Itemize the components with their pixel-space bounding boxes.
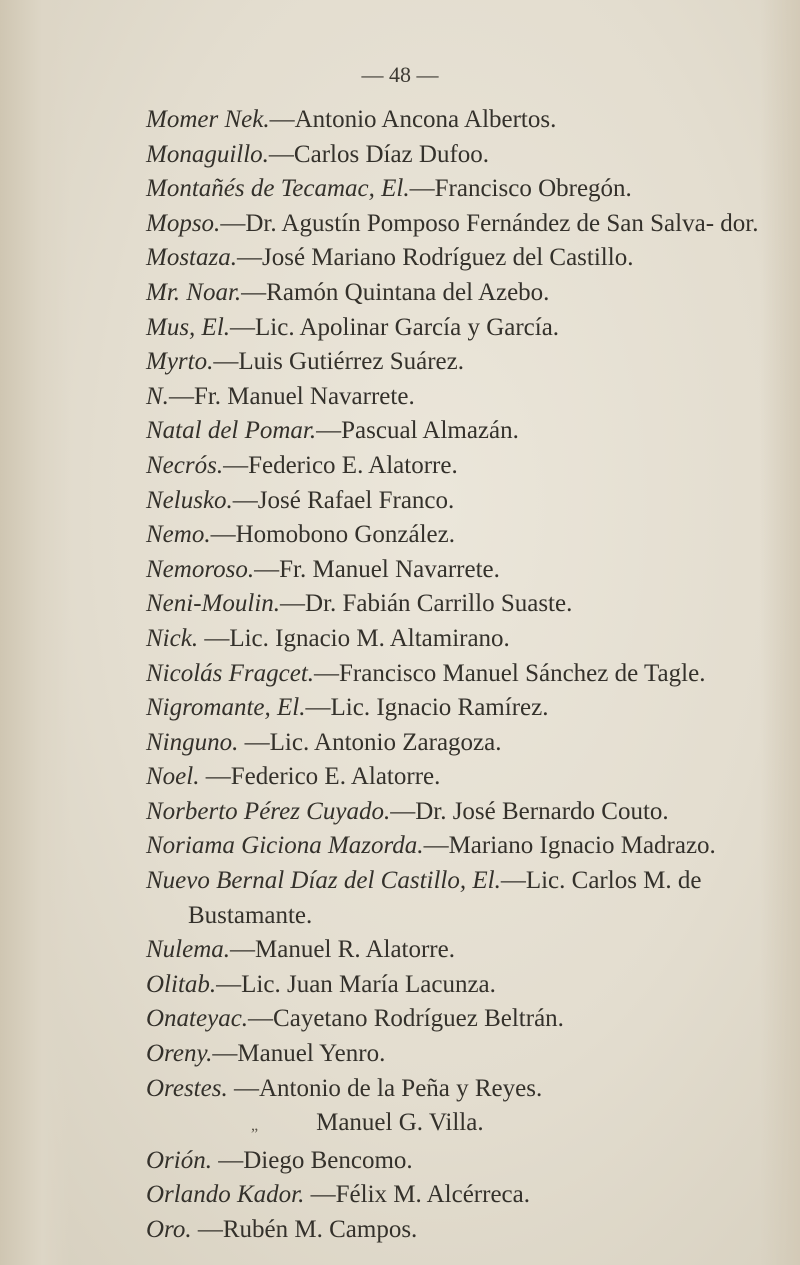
- author-name: Dr. Agustín Pomposo Fernández de San Salva- dor.: [245, 209, 759, 237]
- list-item: [146, 1144, 796, 1179]
- list-item: [146, 414, 796, 449]
- dash: —: [168, 382, 194, 410]
- author-name: Antonio de la Peña y Reyes.: [258, 1074, 543, 1102]
- list-item: [146, 1178, 796, 1213]
- author-name: Lic. Juan María Lacunza.: [241, 970, 496, 998]
- list-item: [146, 1213, 796, 1248]
- pseudonym-list: [146, 103, 796, 1248]
- list-item: [146, 968, 796, 1003]
- pseudonym: Nulema.: [146, 936, 231, 964]
- author-name: Fr. Manuel Navarrete.: [279, 555, 500, 583]
- pseudonym: Momer Nek.: [146, 106, 270, 133]
- pseudonym: Oreny.: [146, 1040, 213, 1068]
- dash: —: [210, 521, 236, 549]
- pseudonym: Mr. Noar.: [146, 278, 242, 306]
- pseudonym: Nicolás Fragcet.: [146, 659, 315, 687]
- author-name: Francisco Obregón.: [434, 175, 632, 203]
- pseudonym: Oro.: [146, 1216, 192, 1243]
- author-name: Fr. Manuel Navarrete.: [193, 382, 415, 410]
- author-name: Lic. Ignacio Ramírez.: [330, 694, 549, 722]
- list-item: [146, 484, 796, 519]
- list-item: [146, 1072, 796, 1107]
- list-item: [146, 657, 796, 692]
- pseudonym: Nelusko.: [146, 486, 233, 514]
- pseudonym: Onateyac.: [146, 1005, 249, 1033]
- dash: —: [236, 244, 262, 272]
- page-number: — 48 —: [361, 62, 439, 87]
- pseudonym: Noriama Giciona Mazorda.: [146, 832, 424, 860]
- list-item: [146, 207, 796, 242]
- list-item: [146, 760, 796, 795]
- dash: —: [280, 590, 306, 618]
- list-item: [146, 829, 796, 864]
- author-name: Federico E. Alatorre.: [248, 451, 458, 479]
- list-item: [146, 726, 796, 761]
- pseudonym: Nemoroso.: [146, 555, 255, 583]
- list-item: [146, 518, 796, 553]
- author-name: Diego Bencomo.: [243, 1146, 413, 1174]
- dash: —: [198, 624, 230, 652]
- pseudonym: Orestes.: [146, 1074, 228, 1102]
- pseudonym: Olitab.: [146, 970, 217, 998]
- pseudonym: Necrós.: [146, 451, 224, 479]
- dash: —: [230, 936, 256, 964]
- dash: —: [316, 417, 342, 445]
- dash: —: [216, 970, 242, 998]
- pseudonym: Myrto.: [146, 348, 214, 376]
- author-name: Manuel G. Villa.: [316, 1109, 484, 1137]
- dash: —: [254, 555, 280, 583]
- list-item: [146, 380, 796, 415]
- dash: —: [423, 832, 449, 860]
- list-item: [146, 345, 796, 380]
- page-edge-shadow-left: [0, 0, 70, 1265]
- author-name: Carlos Díaz Dufoo.: [293, 140, 490, 168]
- author-name: Lic. Carlos M. de Bustamante.: [188, 867, 702, 929]
- author-name: Pascual Almazán.: [341, 417, 519, 445]
- pseudonym: Nuevo Bernal Díaz del Castillo, El.: [146, 867, 501, 895]
- author-name: Lic. Ignacio M. Altamirano.: [229, 624, 510, 652]
- author-name: Rubén M. Campos.: [222, 1216, 418, 1243]
- dash: —: [220, 209, 246, 237]
- pseudonym: Nigromante, El.: [146, 694, 306, 722]
- dash: —: [211, 1146, 244, 1174]
- dash: —: [500, 867, 526, 895]
- pseudonym: Mus, El.: [146, 313, 231, 341]
- dash: —: [213, 348, 239, 376]
- pseudonym: Orión.: [146, 1146, 212, 1174]
- dash: —: [248, 1005, 274, 1033]
- pseudonym: Mostaza.: [146, 244, 237, 272]
- list-item: [146, 276, 796, 311]
- pseudonym: Mopso.: [146, 209, 221, 237]
- author-name: Lic. Apolinar García y García.: [255, 313, 560, 341]
- dash: —: [305, 694, 331, 722]
- pseudonym: Ninguno.: [146, 728, 239, 756]
- pseudonym: Montañés de Tecamac, El.: [146, 175, 410, 203]
- dash: —: [268, 140, 294, 168]
- list-item: [146, 587, 796, 622]
- author-name: Félix M. Alcérreca.: [335, 1181, 530, 1209]
- pseudonym: Noel.: [146, 763, 200, 791]
- author-name: Luis Gutiérrez Suárez.: [238, 348, 464, 376]
- dash: —: [232, 486, 258, 514]
- pseudonym: Norberto Pérez Cuyado.: [146, 797, 391, 825]
- author-name: Federico E. Alatorre.: [230, 763, 441, 791]
- pseudonym: Monaguillo.: [146, 140, 269, 168]
- dash: —: [409, 175, 435, 203]
- list-item: [146, 1037, 796, 1072]
- author-name: Lic. Antonio Zaragoza.: [269, 728, 502, 756]
- dash: —: [238, 728, 270, 756]
- list-item: [146, 311, 796, 346]
- ditto-mark: „: [251, 1117, 259, 1135]
- author-name: José Mariano Rodríguez del Castillo.: [261, 244, 634, 272]
- dash: —: [212, 1040, 238, 1068]
- dash: —: [241, 278, 267, 306]
- dash: —: [191, 1216, 223, 1243]
- author-name: Manuel R. Alatorre.: [255, 936, 455, 964]
- list-item: [146, 622, 796, 657]
- dash: —: [390, 797, 416, 825]
- dash: —: [304, 1181, 336, 1209]
- pseudonym: Natal del Pomar.: [146, 417, 317, 445]
- pseudonym: N.: [146, 382, 169, 410]
- dash: —: [199, 763, 231, 791]
- list-item: [146, 241, 796, 276]
- pseudonym: Nemo.: [146, 521, 211, 549]
- dash: —: [314, 659, 340, 687]
- list-item: [146, 1106, 796, 1144]
- author-name: Mariano Ignacio Madrazo.: [448, 832, 716, 860]
- author-name: Homobono González.: [235, 521, 455, 549]
- author-name: Dr. Fabián Carrillo Suaste.: [305, 590, 573, 618]
- pseudonym: Nick.: [146, 624, 199, 652]
- list-item: [146, 553, 796, 588]
- author-name: José Rafael Franco.: [257, 486, 455, 514]
- dash: —: [230, 313, 256, 341]
- pseudonym: Orlando Kador.: [146, 1181, 305, 1209]
- list-item: [146, 1002, 796, 1037]
- author-name: Manuel Yenro.: [237, 1040, 386, 1068]
- list-item: [146, 795, 796, 830]
- author-name: Antonio Ancona Albertos.: [294, 106, 557, 133]
- author-name: Cayetano Rodríguez Beltrán.: [273, 1005, 564, 1033]
- list-item: [146, 172, 796, 207]
- list-item: [146, 691, 796, 726]
- list-item: [146, 449, 796, 484]
- author-name: Francisco Manuel Sánchez de Tagle.: [339, 659, 706, 687]
- dash: —: [227, 1074, 259, 1102]
- author-name: Ramón Quintana del Azebo.: [266, 278, 550, 306]
- list-item: [146, 138, 796, 173]
- list-item: [146, 103, 796, 138]
- dash: —: [223, 451, 249, 479]
- dash: —: [269, 106, 295, 133]
- pseudonym: Neni-Moulin.: [146, 590, 281, 618]
- author-name: Dr. José Bernardo Couto.: [415, 797, 669, 825]
- list-item: [146, 933, 796, 968]
- list-item: [146, 864, 796, 933]
